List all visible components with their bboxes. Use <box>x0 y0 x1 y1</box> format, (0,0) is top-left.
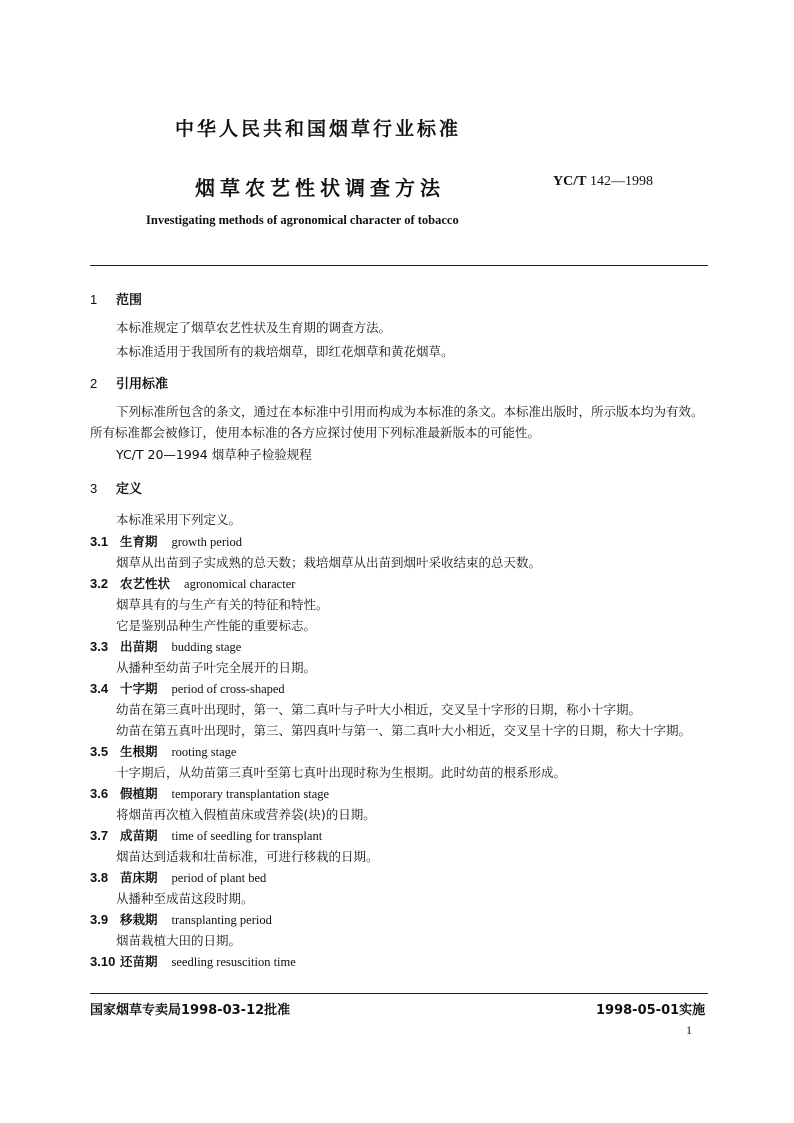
term-number: 3.7 <box>90 828 109 843</box>
term-number: 3.9 <box>90 912 109 927</box>
term-chinese: 生育期 <box>120 534 158 549</box>
definition-text: 从播种至成苗这段时期。 <box>116 891 254 906</box>
term-english: rooting stage <box>171 745 237 759</box>
term-english: time of seedling for transplant <box>171 829 323 843</box>
referenced-standard: YC/T 20—1994 烟草种子检验规程 <box>116 447 312 462</box>
footer-divider <box>90 993 708 994</box>
definition-term <box>90 637 241 655</box>
section-1-heading <box>90 289 142 308</box>
term-number: 3.3 <box>90 639 109 654</box>
definition-term <box>90 952 296 970</box>
definition-term <box>90 826 322 844</box>
term-chinese: 十字期 <box>120 681 158 696</box>
term-chinese: 苗床期 <box>120 870 158 885</box>
term-chinese: 农艺性状 <box>120 576 171 591</box>
header-divider <box>90 265 708 266</box>
definition-text: 烟草具有的与生产有关的特征和特性。 <box>116 597 329 612</box>
section-number: 1 <box>90 292 98 307</box>
term-number: 3.8 <box>90 870 109 885</box>
term-chinese: 假植期 <box>120 786 158 801</box>
term-english: budding stage <box>171 640 242 654</box>
term-number: 3.6 <box>90 786 109 801</box>
paragraph: 本标准规定了烟草农艺性状及生育期的调查方法。 <box>116 320 392 335</box>
definition-term <box>90 679 285 697</box>
definition-text: 幼苗在第五真叶出现时，第三、第四真叶与第一、第二真叶大小相近，交叉呈十字的日期，称大十字期。 <box>116 723 692 738</box>
definition-text: 烟苗达到适栽和壮苗标准，可进行移栽的日期。 <box>116 849 379 864</box>
term-number: 3.4 <box>90 681 109 696</box>
term-chinese: 还苗期 <box>120 954 158 969</box>
definition-text: 它是鉴别品种生产性能的重要标志。 <box>116 618 317 633</box>
definition-text: 将烟苗再次植入假植苗床或营养袋(块)的日期。 <box>116 807 376 822</box>
implementation-date: 1998-05-01实施 <box>596 1003 706 1018</box>
definition-text: 从播种至幼苗子叶完全展开的日期。 <box>116 660 317 675</box>
term-number: 3.2 <box>90 576 109 591</box>
english-title: Investigating methods of agronomical character of tobacco <box>146 213 459 227</box>
standard-code <box>553 174 653 190</box>
definition-term <box>90 784 329 802</box>
section-number: 3 <box>90 481 98 496</box>
definition-text: 幼苗在第三真叶出现时，第一、第二真叶与子叶大小相近，交叉呈十字形的日期，称小十字期。 <box>116 702 642 717</box>
paragraph: 本标准采用下列定义。 <box>116 512 242 527</box>
definition-term <box>90 532 242 550</box>
approval-note: 国家烟草专卖局1998-03-12批准 <box>90 1003 291 1018</box>
term-chinese: 出苗期 <box>120 639 158 654</box>
section-title: 定义 <box>116 482 143 497</box>
term-english: agronomical character <box>184 577 296 591</box>
page-number: 1 <box>686 1023 692 1037</box>
section-number: 2 <box>90 376 98 391</box>
standard-code-number: 142—1998 <box>589 174 653 189</box>
definition-term <box>90 574 295 592</box>
section-3-heading <box>90 478 142 497</box>
section-title: 范围 <box>116 293 143 308</box>
definition-text: 烟草从出苗到子实成熟的总天数；栽培烟草从出苗到烟叶采收结束的总天数。 <box>116 555 542 570</box>
term-chinese: 移栽期 <box>120 912 158 927</box>
definition-term <box>90 910 272 928</box>
section-title: 引用标准 <box>116 377 169 392</box>
definition-term <box>90 868 266 886</box>
term-english: period of plant bed <box>171 871 267 885</box>
definition-term <box>90 742 236 760</box>
section-2-heading <box>90 373 168 392</box>
term-english: temporary transplantation stage <box>171 787 330 801</box>
term-english: period of cross-shaped <box>171 682 285 696</box>
term-number: 3.1 <box>90 534 109 549</box>
term-english: growth period <box>171 535 242 549</box>
document-title: 烟草农艺性状调查方法 <box>195 176 445 200</box>
definition-text: 十字期后，从幼苗第三真叶至第七真叶出现时称为生根期。此时幼苗的根系形成。 <box>116 765 567 780</box>
standard-category-header: 中华人民共和国烟草行业标准 <box>175 118 462 140</box>
term-number: 3.10 <box>90 954 116 969</box>
term-chinese: 生根期 <box>120 744 158 759</box>
definition-text: 烟苗栽植大田的日期。 <box>116 933 242 948</box>
term-number: 3.5 <box>90 744 109 759</box>
standard-code-prefix: YC/T <box>553 174 587 189</box>
term-english: transplanting period <box>171 913 272 927</box>
paragraph: 本标准适用于我国所有的栽培烟草，即红花烟草和黄花烟草。 <box>116 344 454 359</box>
paragraph: 下列标准所包含的条文，通过在本标准中引用而构成为本标准的条文。本标准出版时，所示版本均为有效。所有标准都会被修订，使用本标准的各方应探讨使用下列标准最新版本的可能性。 <box>90 404 704 440</box>
term-english: seedling resuscition time <box>171 955 296 969</box>
term-chinese: 成苗期 <box>120 828 158 843</box>
